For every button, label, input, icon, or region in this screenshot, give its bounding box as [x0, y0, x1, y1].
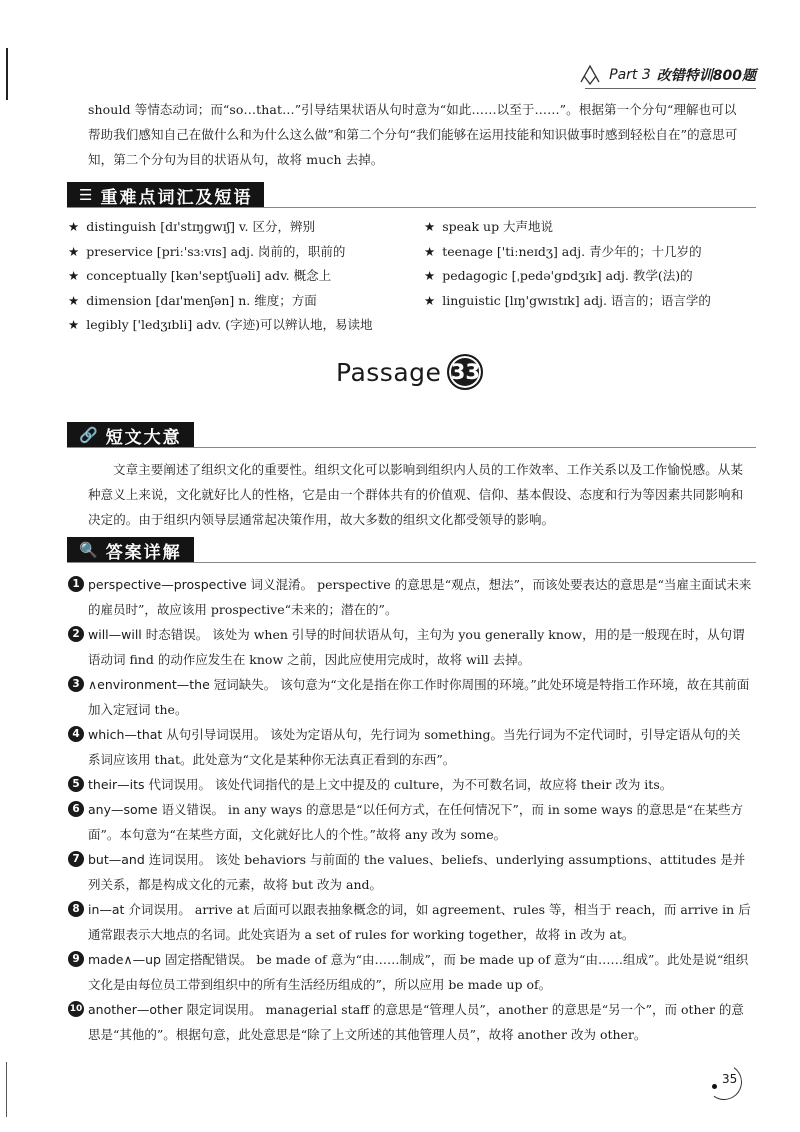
vocab-section-header [67, 182, 264, 208]
answer-number-badge: 7 [68, 851, 84, 867]
answer-number-badge: 4 [68, 726, 84, 742]
answer-number-badge: 9 [68, 951, 84, 967]
star-icon: ★ [68, 317, 80, 332]
vocab-item: ★ teenage ['tiːneɪdʒ] adj. 青少年的；十几岁的 [424, 243, 702, 259]
star-icon: ★ [68, 243, 80, 259]
star-icon: ★ [424, 219, 436, 234]
answer-explanation: in any ways 的意思是“以任何方式，在任何情况下”，而 in some ways 的意思是“在某些方面”。本句意为“在某些方面，文化就好比人的个性。”故将 any 改为 some。 [88, 802, 744, 842]
answer-explanation: arrive at 后面可以跟表抽象概念的词，如 agreement、rules 等，相当于 reach，而 arrive in 后通常跟表示大地点的名词。此处宾语为 a set of rules for working together，故将 in 改为 at。 [88, 902, 751, 942]
answer-label: in—at 介词误用。 [88, 902, 191, 917]
answer-explanation: 该句意为“文化是指在你工作时你周围的环境。”此处环境是特指工作环境，故在其前面加入定冠词 the。 [88, 677, 750, 717]
answer-label: made∧—up 固定搭配错误。 [88, 952, 253, 967]
star-icon: ★ [424, 268, 436, 283]
list-icon: ☰ [79, 186, 93, 204]
answer-label: their—its 代词误用。 [88, 777, 211, 792]
answers-list [68, 572, 752, 1047]
link-icon: 🔗 [79, 426, 98, 444]
magnifier-icon: 🔍 [79, 541, 98, 559]
summary-section-header [67, 422, 194, 448]
answer-number-badge: 8 [68, 901, 84, 917]
running-header [577, 62, 756, 88]
header-title: 改错特训800题 [656, 68, 756, 84]
passage-word: Passage [336, 357, 442, 387]
star-icon: ★ [68, 219, 80, 234]
vocab-item: ★ pedagogic [ˌpedə'gɒdʒɪk] adj. 教学(法)的 [424, 268, 693, 283]
vocab-item: ★ legibly ['ledʒɪbli] adv. (字迹)可以辨认地，易读地 [68, 317, 373, 332]
vocab-item: ★ distinguish [dɪ'stɪŋgwɪʃ] v. 区分，辨别 [68, 219, 315, 234]
vocab-item: ★ linguistic [lɪŋ'gwɪstɪk] adj. 语言的；语言学的 [424, 292, 711, 308]
answer-item [68, 997, 752, 1047]
passage-number-badge: 33 [447, 354, 483, 390]
answer-explanation: 该处为 when 引导的时间状语从句，主句为 you generally know，用的是一般现在时，从句谓语动词 find 的动作应发生在 know 之前，因此应使用完成时，故将 will 去掉。 [88, 627, 745, 667]
summary-paragraph: 文章主要阐述了组织文化的重要性。组织文化可以影响到组织内人员的工作效率、工作关系以及工作愉悦感。从某种意义上来说，文化就好比人的性格，它是由一个群体共有的价值观、信仰、基本假设、态度和行为等因素共同影响和决定的。由于组织内领导层通常起决策作用，故大多数的组织文化都受领导的影响。 [88, 462, 744, 527]
scan-edge-mark [6, 48, 8, 100]
answer-label: but—and 连词误用。 [88, 852, 212, 867]
answer-number-badge: 3 [68, 676, 84, 692]
header-rule [585, 88, 756, 89]
answer-explanation: 该处 behaviors 与前面的 the values、beliefs、underlying assumptions、attitudes 是并列关系，都是构成文化的元素，故将 but 改为 and。 [88, 852, 746, 892]
answer-explanation: 该处代词指代的是上文中提及的 culture，为不可数名词，故应将 their 改为 its。 [211, 777, 673, 792]
section-rule [67, 447, 756, 448]
answer-item [68, 622, 752, 672]
answer-item [68, 797, 752, 847]
answer-explanation: managerial staff 的意思是“管理人员”，another 的意思是“另一个”，而 other 的意思是“其他的”。根据句意，此处意思是“除了上文所述的其他管理人员”，故将 another 改为 other。 [88, 1002, 744, 1042]
answer-label: will—will 时态错误。 [88, 627, 209, 642]
answer-label: any—some 语义错误。 [88, 802, 224, 817]
answers-section-title: 答案详解 [105, 542, 182, 563]
star-icon: ★ [424, 243, 436, 259]
answer-explanation: perspective 的意思是“观点，想法”，而该处要表达的意思是“当雇主面试未来的雇员时”，故应该用 prospective“未来的；潜在的”。 [88, 577, 752, 617]
answer-number-badge: 2 [68, 626, 84, 642]
vocab-item: ★ preservice [priː'sɜːvɪs] adj. 岗前的，职前的 [68, 243, 346, 259]
vocab-item: ★ speak up 大声地说 [424, 219, 554, 234]
answer-explanation: 该处为定语从句，先行词为 something。当先行词为不定代词时，引导定语从句的关系词应该用 that。此处意为“文化是某种你无法真正看到的东西”。 [88, 727, 741, 767]
answer-item [68, 947, 752, 997]
answer-item [68, 722, 752, 772]
answer-number-badge: 5 [68, 776, 84, 792]
answer-number-badge: 6 [68, 801, 84, 817]
vocab-section-title: 重难点词汇及短语 [100, 187, 253, 208]
vocab-list-left [68, 215, 373, 338]
scan-edge-mark-bottom [6, 1062, 7, 1117]
answer-item [68, 847, 752, 897]
answer-number-badge: 1 [68, 576, 84, 592]
book-corner-icon [577, 62, 603, 88]
vocab-item: ★ dimension [daɪ'menʃən] n. 维度；方面 [68, 292, 317, 308]
answer-item [68, 572, 752, 622]
intro-paragraph: should 等情态动词；而“so…that…”引导结果状语从句时意为“如此……以至于……”。根据第一个分句“理解也可以帮助我们感知自己在做什么和为什么这么做”和第二个分句“我们能够在运用技能和知识做事时感到轻松自在”的意思可知，第二个分句为目的状语从句，故将 much 去掉。 [88, 102, 738, 167]
page-number-dot [712, 1084, 717, 1089]
answer-explanation: be made of 意为“由……制成”，而 be made up of 意为“由……组成”。此处是说“组织文化是由每位员工带到组织中的所有生活经历组成的”，所以应用 be made up of。 [88, 952, 749, 992]
page-number: 35 [722, 1072, 738, 1086]
vocab-list-right [424, 215, 711, 313]
star-icon: ★ [68, 268, 80, 283]
answer-label: another—other 限定词误用。 [88, 1002, 262, 1017]
star-icon: ★ [424, 292, 436, 308]
answer-item [68, 672, 752, 722]
answer-label: ∧environment—the 冠词缺失。 [88, 677, 277, 692]
answer-item [68, 897, 752, 947]
star-icon: ★ [68, 292, 80, 308]
answer-item [68, 772, 752, 797]
passage-title [336, 354, 483, 390]
section-rule [67, 207, 756, 208]
answers-section-header [67, 537, 194, 563]
answer-label: perspective—prospective 词义混淆。 [88, 577, 314, 592]
summary-section-title: 短文大意 [105, 427, 182, 448]
answer-number-badge: 10 [68, 1001, 84, 1017]
answer-label: which—that 从句引导词误用。 [88, 727, 267, 742]
vocab-item: ★ conceptually [kən'septʃuəli] adv. 概念上 [68, 268, 332, 283]
header-part: Part 3 [609, 67, 651, 83]
section-rule [67, 562, 756, 563]
